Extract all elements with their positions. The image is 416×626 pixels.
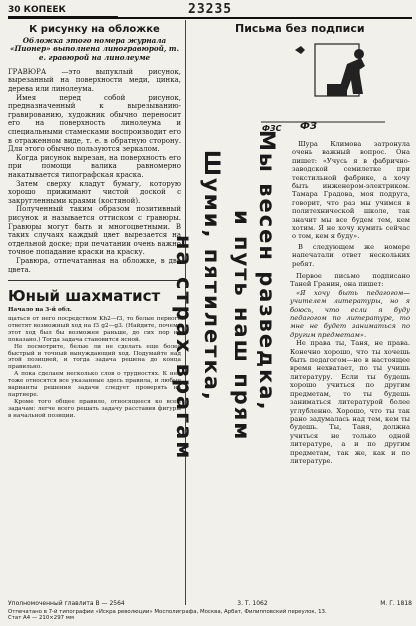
letters-intro [292,140,410,268]
top-rule [8,17,412,19]
chess-paragraph: щаться от него посредством Kh2—f3, то белые первого ответят возможный ход на f3 g2—g3. (Найдите, почему этот ход был бы возможен раньше, до сих пор не показано.) Тогда задача становится ясной. [8,316,181,343]
imprint-row [8,600,412,607]
imprint-footer [8,600,412,621]
left-column [8,20,181,420]
chess-title: Юный шахматист [8,280,181,305]
censor-number: Уполномоченный главлита В — 2564 [8,600,125,607]
letters-heading: Письма без подписи [235,22,365,35]
chess-subtitle: Начало на 3-й обл. [8,307,72,314]
poem-line-4: на страх врагам [172,235,196,461]
paragraph: Гравюра, отпечатанная на обложке, в два цвета. [8,256,181,274]
order-number: 3. Т. 1062 [237,600,268,607]
cover-article-title: К рисунку на обложке [29,24,160,35]
paragraph: ГРАВЮРА —это выпуклый рисунок, вырезанный на поверхности меди, цинка, дерева или линолеума. [8,67,181,94]
quote-paragraph: «Я хочу быть педагогом—учителем литературы, но я боюсь, что если я буду педагогом по литературе, то мне не будет заниматься по другим предметам». [290,288,410,339]
paragraph: В следующем же номере напечатали ответ нескольких ребят. [292,242,410,268]
chess-paragraph: Не посмотрите, белые ли не сделать еще более быстрый и точный вынуждающий ход. Подумайте над этой позицией, и тогда задача решена до конца правильно. [8,343,181,371]
chess-paragraph: Кроме того общее правило, относящееся ко всем задачам: легче всего решать задачу расставив фигуры в начальной позиции. [8,398,181,419]
illustration-students [255,40,395,135]
paragraph: Не права ты, Таня, не права. Конечно хорошо, что ты хочешь быть педагогом—но в настоящее время нехватает, по ты учишь литературу. Если ты будешь хорошо учиться по другим предметам, то ты будешь заниматься литературой более углубленно. Хорошо, что ты так рано задумалась над тем, кем ты будешь. Ты, Таня, должна учиться не только одной литературе, а и по другим предметам, так же, как и по литературе. [290,339,410,465]
print-number: М. Г. 1818 [380,600,412,607]
price-label: 30 КОПЕЕК [8,5,118,18]
letters-column [290,272,410,465]
paragraph: Шура Климова затронула очень важный вопрос. Она пишет: «Учусь я в фабрично-заводской семилетке при текстильной фабрике, а хочу быть инженером-электриком. Тамара Градова, моя подруга, говорит, что раз мы учимся в политехнической школе, так значит мы все будем тем, кем хотим. Я не хочу кумить сейчас о том, кем я буду». [292,140,410,241]
chess-paragraph: А пока сделаем несколько слов о трудностях. К ней тоже относятся все указанные здесь правила, и любые варианты решения задачи следует проверять на партнере. [8,371,181,399]
paragraph: Когда рисунок вырезан, на поверхность его при помощи валика равномерно накатывается типографская краска. [8,153,181,180]
paragraph: Затем сверху кладут бумагу, которую хорошо прижимают чистой доской с закругленными краями (костяной). [8,179,181,205]
stamp-number: 23235 [188,2,233,17]
paper-format: Стат А4 — 210×297 мм [8,615,74,621]
poem-line-3: Шуми, пятилетка, [200,150,224,402]
paragraph: Имея перед собой рисунок, предназначенный к вырезыванию-гравированию, художник обычно переносит его на поверхность линолеума и специальными стамесками воспроизводит его в отраженном виде, т. е. в обратную сторону. Для этого обычно пользуются зеркалом. [8,93,181,154]
poem-line-1: Мы весен разведка, [255,130,279,412]
poem-line-2: и путь наш прям [230,210,254,442]
sign-fz: ФЗ [300,121,318,132]
paragraph: Первое письмо подписано Таней Гранин, она пишет: [290,272,410,289]
printing-house: Отпечатано в 7-й типографии «Искра революции» Мосполиграфа, Москва, Арбат, Филипповский переулок, 13. [8,609,327,615]
sign-fzs: ФЗС [262,124,282,133]
cover-article-lead: Обложка этого номера журнала «Пионер» выполнена линогравюрой, т. е. гравюрой на линолеуме [10,36,179,62]
paragraph: Полученный таким образом позитивный рисунок и называется оттиском с гравюры. Гравюры могут быть и многоцветными. В таких случаях каждый цвет вырезается на отдельной доске; при печатании очень важно точное попадание краски на краску. [8,205,181,257]
